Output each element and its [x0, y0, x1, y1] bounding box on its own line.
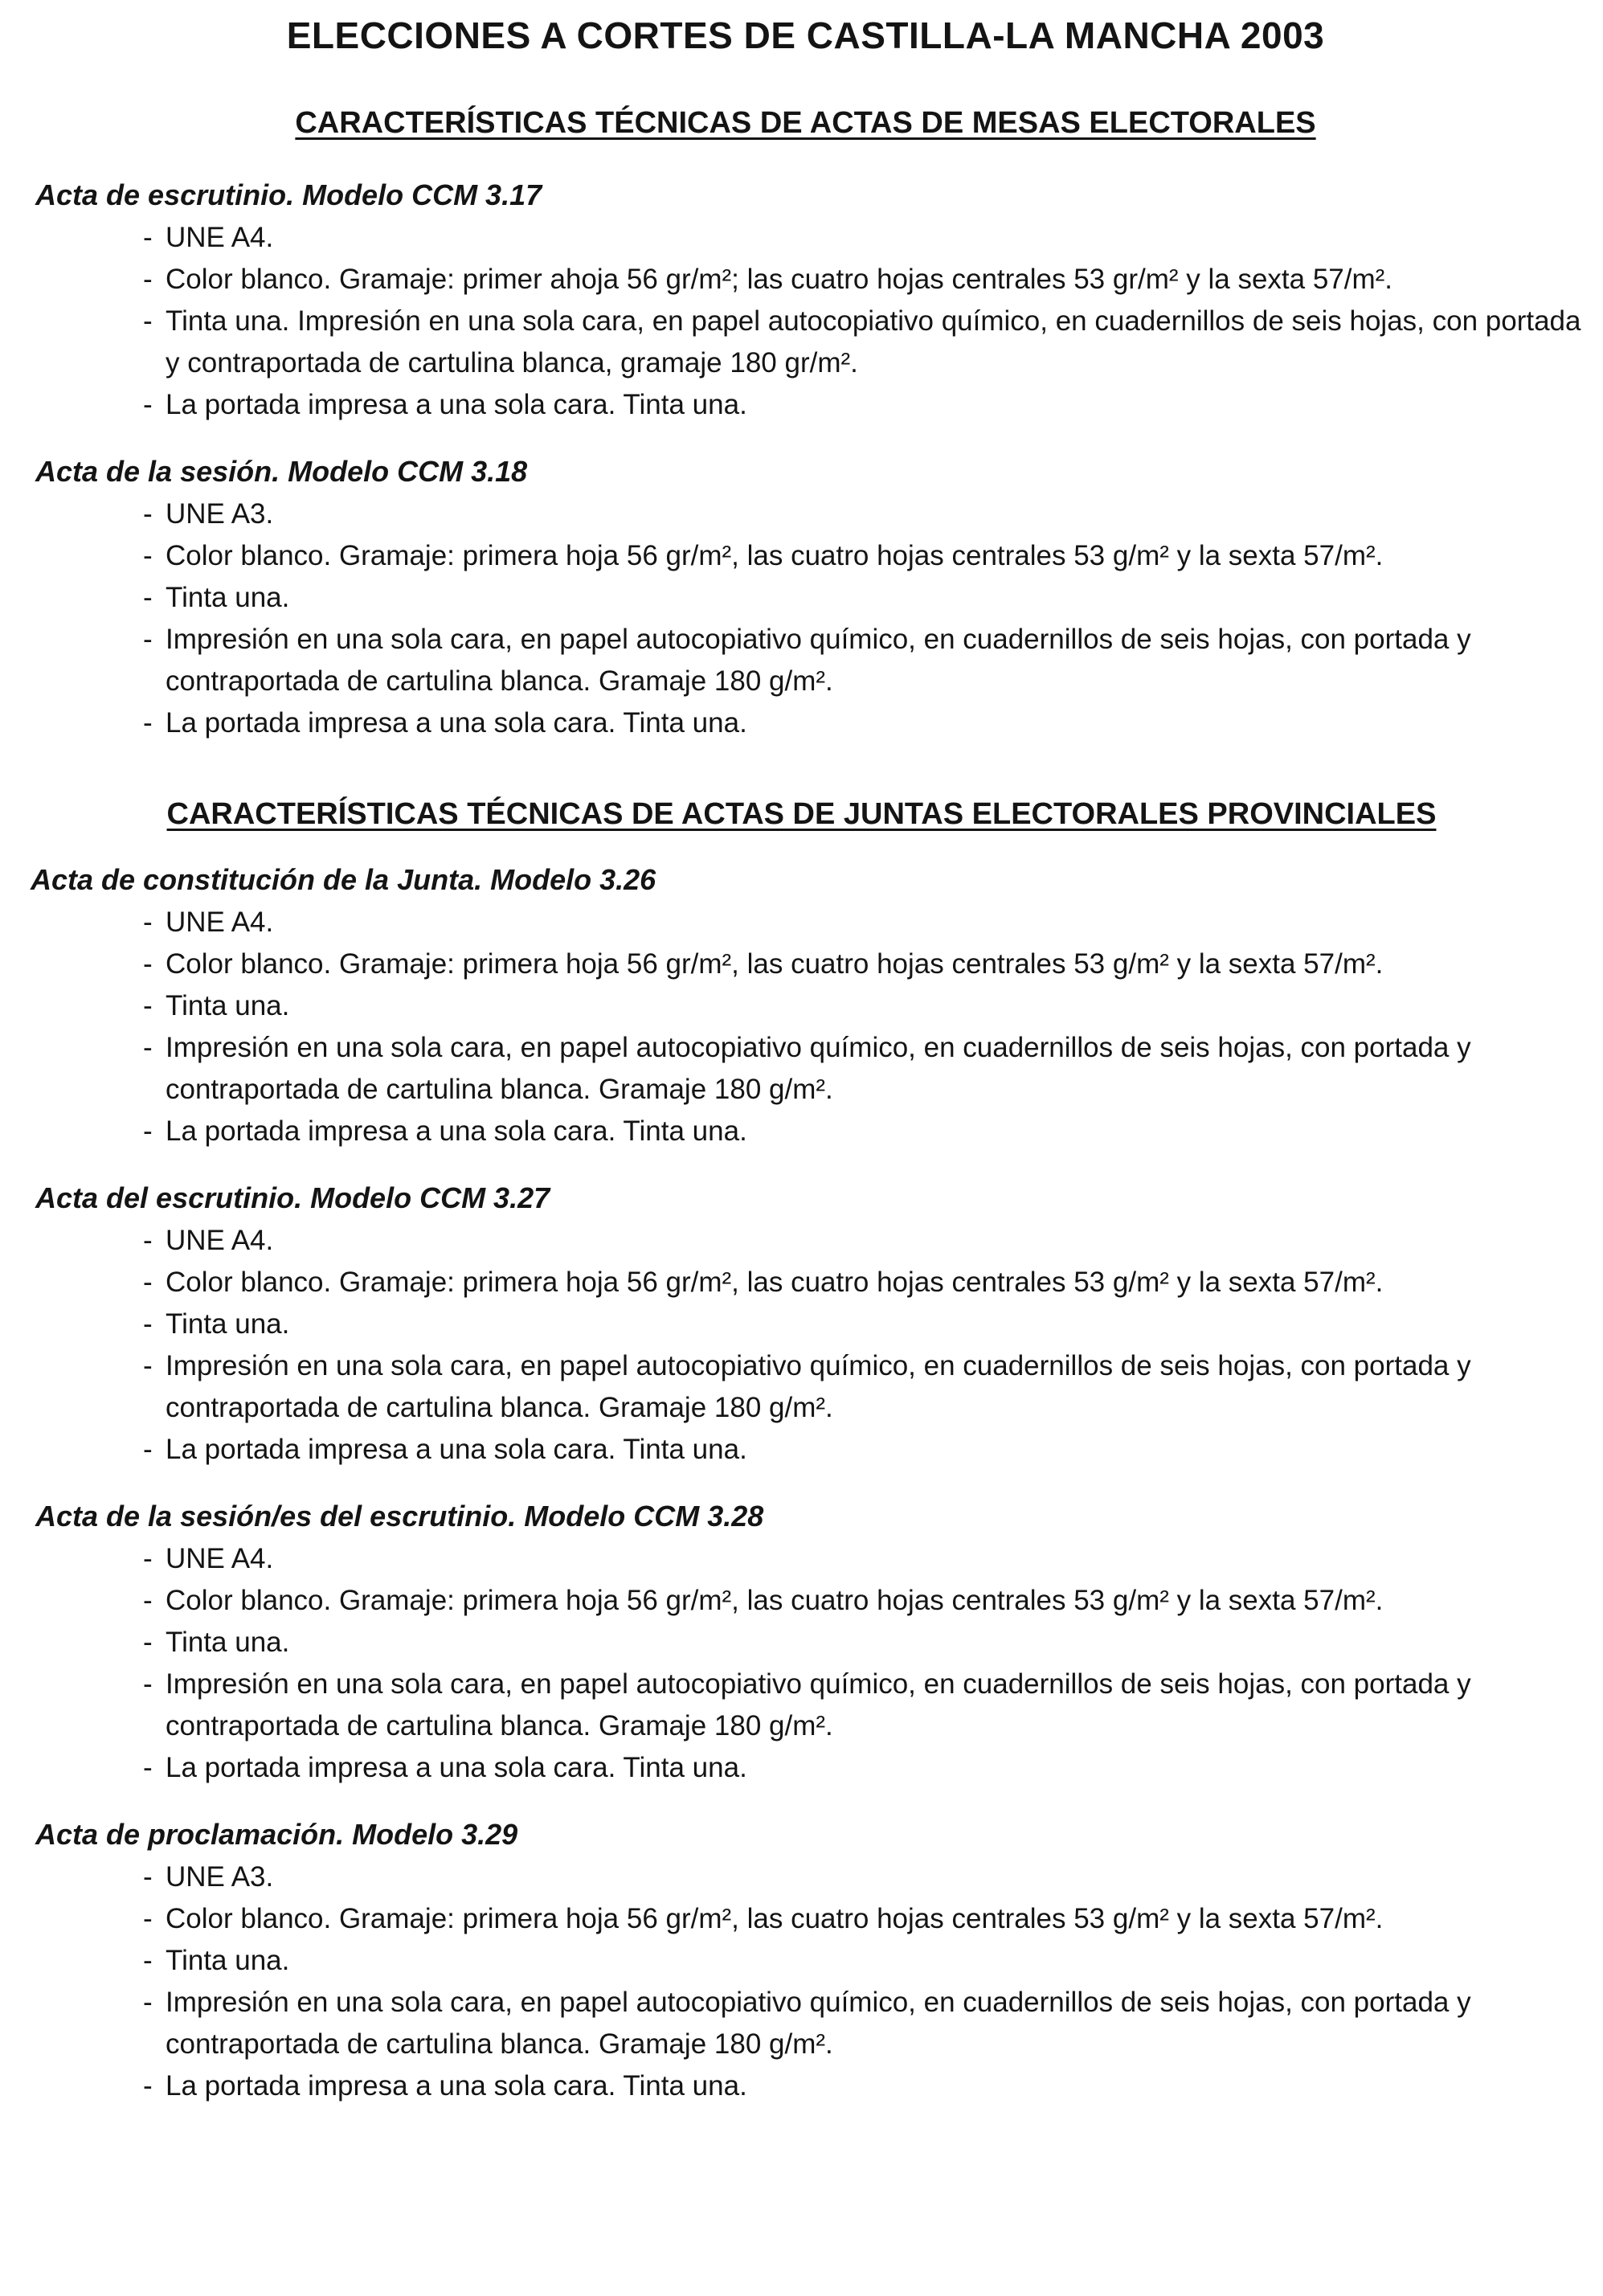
acta-block	[0, 1813, 1603, 2107]
document-title: ELECCIONES A CORTES DE CASTILLA-LA MANCHA 2003	[286, 14, 1325, 56]
spec-list	[0, 1220, 1603, 1471]
spec-item: - UNE A4.	[143, 1220, 1603, 1262]
acta-block	[0, 450, 1603, 744]
spec-item: - Color blanco. Gramaje: primera hoja 56 gr/m², las cuatro hojas centrales 53 g/m² y la sexta 57/m².	[143, 1898, 1603, 1940]
spec-item: - Tinta una.	[143, 985, 1603, 1027]
spec-list	[0, 217, 1603, 426]
spec-item: - Impresión en una sola cara, en papel autocopiativo químico, en cuadernillos de seis hojas, con portada y contraportada de cartulina blanca. Gramaje 180 g/m².	[143, 1027, 1603, 1111]
spec-list	[0, 493, 1603, 744]
spec-item: - UNE A4.	[143, 1538, 1603, 1580]
section-heading: CARACTERÍSTICAS TÉCNICAS DE ACTAS DE JUNTAS ELECTORALES PROVINCIALES	[166, 797, 1437, 831]
spec-item: - Tinta una.	[143, 1622, 1603, 1664]
spec-list	[0, 1856, 1603, 2107]
acta-title: Acta del escrutinio. Modelo CCM 3.27	[35, 1181, 550, 1214]
spec-item: - Color blanco. Gramaje: primera hoja 56 gr/m², las cuatro hojas centrales 53 g/m² y la sexta 57/m².	[143, 943, 1603, 985]
acta-block	[0, 858, 1603, 1152]
spec-item: - La portada impresa a una sola cara. Tinta una.	[143, 1747, 1603, 1789]
acta-title: Acta de la sesión/es del escrutinio. Modelo CCM 3.28	[35, 1500, 764, 1533]
spec-list	[0, 902, 1603, 1152]
spec-list	[0, 1538, 1603, 1789]
spec-item: - Impresión en una sola cara, en papel autocopiativo químico, en cuadernillos de seis hojas, con portada y contraportada de cartulina blanca. Gramaje 180 g/m².	[143, 619, 1603, 702]
spec-item: - La portada impresa a una sola cara. Tinta una.	[143, 702, 1603, 744]
spec-item: - Tinta una. Impresión en una sola cara, en papel autocopiativo químico, en cuadernillos de seis hojas, con portada y contraportada de cartulina blanca, gramaje 180 gr/m².	[143, 301, 1603, 384]
spec-item: - Tinta una.	[143, 1304, 1603, 1345]
acta-title: Acta de constitución de la Junta. Modelo 3.26	[31, 863, 656, 896]
acta-block	[0, 1177, 1603, 1471]
acta-title: Acta de proclamación. Modelo 3.29	[35, 1818, 518, 1851]
spec-item: - La portada impresa a una sola cara. Tinta una.	[143, 1111, 1603, 1152]
spec-item: - Color blanco. Gramaje: primera hoja 56 gr/m², las cuatro hojas centrales 53 g/m² y la sexta 57/m².	[143, 1580, 1603, 1622]
acta-block	[0, 174, 1603, 426]
section-juntas-provinciales	[0, 792, 1603, 2107]
section-mesas-electorales	[0, 101, 1603, 744]
acta-block	[0, 1495, 1603, 1789]
spec-item: - Color blanco. Gramaje: primer ahoja 56 gr/m²; las cuatro hojas centrales 53 gr/m² y la sexta 57/m².	[143, 259, 1603, 301]
spec-item: - UNE A3.	[143, 493, 1603, 535]
spec-item: - Impresión en una sola cara, en papel autocopiativo químico, en cuadernillos de seis hojas, con portada y contraportada de cartulina blanca. Gramaje 180 g/m².	[143, 1345, 1603, 1429]
spec-item: - UNE A4.	[143, 902, 1603, 943]
spec-item: - La portada impresa a una sola cara. Tinta una.	[143, 2065, 1603, 2107]
section-heading: CARACTERÍSTICAS TÉCNICAS DE ACTAS DE MESAS ELECTORALES	[295, 106, 1316, 140]
acta-title: Acta de la sesión. Modelo CCM 3.18	[35, 455, 528, 488]
spec-item: - UNE A4.	[143, 217, 1603, 259]
spec-item: - La portada impresa a una sola cara. Tinta una.	[143, 384, 1603, 426]
spec-item: - Impresión en una sola cara, en papel autocopiativo químico, en cuadernillos de seis hojas, con portada y contraportada de cartulina blanca. Gramaje 180 g/m².	[143, 1664, 1603, 1747]
spec-item: - Color blanco. Gramaje: primera hoja 56 gr/m², las cuatro hojas centrales 53 g/m² y la sexta 57/m².	[143, 1262, 1603, 1304]
spec-item: - UNE A3.	[143, 1856, 1603, 1898]
spec-item: - La portada impresa a una sola cara. Tinta una.	[143, 1429, 1603, 1471]
spec-item: - Tinta una.	[143, 1940, 1603, 1982]
spec-item: - Color blanco. Gramaje: primera hoja 56 gr/m², las cuatro hojas centrales 53 g/m² y la sexta 57/m².	[143, 535, 1603, 577]
spec-item: - Tinta una.	[143, 577, 1603, 619]
spec-item: - Impresión en una sola cara, en papel autocopiativo químico, en cuadernillos de seis hojas, con portada y contraportada de cartulina blanca. Gramaje 180 g/m².	[143, 1982, 1603, 2065]
acta-title: Acta de escrutinio. Modelo CCM 3.17	[35, 178, 542, 211]
